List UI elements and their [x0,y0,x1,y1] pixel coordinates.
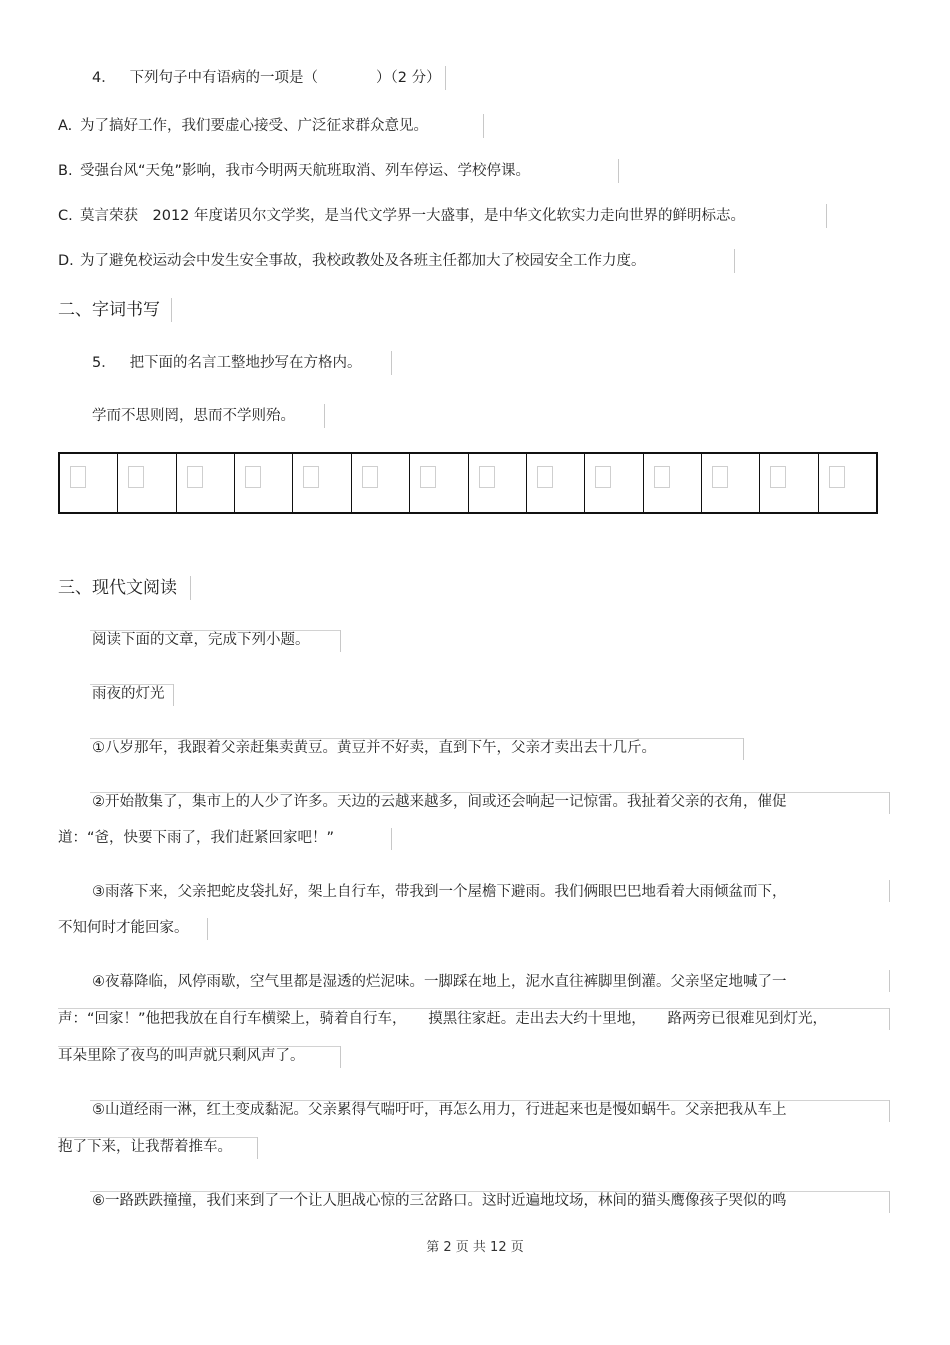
divider [445,66,446,90]
paragraph-line: ②开始散集了，集市上的人少了许多。天边的云越来越多，间或还会响起一记惊雷。我扯着父亲的衣角，催促 [92,794,787,810]
divider [58,1137,258,1138]
divider [826,204,827,228]
quote-text: 学而不思则罔，思而不学则殆。 [92,408,295,424]
grid-cell[interactable] [469,454,527,512]
grid-cell[interactable] [760,454,818,512]
q4-option-a: A. 为了搞好工作，我们要虚心接受、广泛征求群众意见。 [58,118,428,134]
divider [58,1046,340,1047]
paragraph-line: 抱了下来，让我帮着推车。 [58,1139,232,1155]
divider [90,684,174,685]
grid-cell[interactable] [410,454,468,512]
divider [483,114,484,138]
divider [889,1191,890,1213]
divider [90,738,744,739]
cell-placeholder-box [770,466,786,488]
paragraph-line: ⑤山道经雨一淋，红土变成黏泥。父亲累得气喘吁吁，再怎么用力，行进起来也是慢如蜗牛。父亲把我从车上 [92,1102,787,1118]
cell-placeholder-box [245,466,261,488]
q4-option-b: B. 受强台风“天兔”影响，我市今明两天航班取消、列车停运、学校停课。 [58,163,531,179]
divider [340,1046,341,1068]
divider [889,970,890,992]
cell-placeholder-box [128,466,144,488]
paragraph-line: 耳朵里除了夜鸟的叫声就只剩风声了。 [58,1048,305,1064]
grid-cell[interactable] [644,454,702,512]
cell-placeholder-box [420,466,436,488]
divider [171,298,172,322]
section-title: 三、现代文阅读 [58,578,177,598]
divider [90,1100,890,1101]
page-footer: 第 2 页 共 12 页 [426,1240,524,1255]
divider [190,576,191,600]
cell-placeholder-box [595,466,611,488]
grid-cell[interactable] [702,454,760,512]
paragraph-line: ③雨落下来，父亲把蛇皮袋扎好，架上自行车，带我到一个屋檐下避雨。我们俩眼巴巴地看着大雨倾盆而下， [92,884,787,900]
cell-placeholder-box [303,466,319,488]
divider [173,684,174,706]
divider [889,792,890,814]
writing-grid [58,452,878,514]
divider [391,828,392,850]
cell-placeholder-box [712,466,728,488]
paragraph-line: 声：“回家！”他把我放在自行车横梁上，骑着自行车， 摸黑往家赶。走出去大约十里地， 路两旁已很难见到灯光， [58,1011,828,1027]
paragraph-line: ⑥一路跌跌撞撞，我们来到了一个让人胆战心惊的三岔路口。这时近遍地坟场，林间的猫头鹰像孩子哭似的鸣 [92,1193,787,1209]
cell-placeholder-box [829,466,845,488]
paragraph-line: 道：“爸，快要下雨了，我们赶紧回家吧！” [58,830,335,846]
q5-stem-text: 把下面的名言工整地抄写在方格内。 [129,355,362,371]
grid-cell[interactable] [60,454,118,512]
grid-cell[interactable] [527,454,585,512]
q4-option-d: D. 为了避免校运动会中发生安全事故，我校政教处及各班主任都加大了校园安全工作力度。 [58,253,646,269]
divider [889,880,890,902]
grid-cell[interactable] [177,454,235,512]
grid-cell[interactable] [293,454,351,512]
cell-placeholder-box [537,466,553,488]
q4-stem [92,68,441,88]
divider [391,351,392,375]
cell-placeholder-box [654,466,670,488]
divider [743,738,744,760]
cell-placeholder-box [362,466,378,488]
paragraph-line: ①八岁那年，我跟着父亲赶集卖黄豆。黄豆并不好卖，直到下午，父亲才卖出去十几斤。 [92,740,656,756]
paragraph-line: 不知何时才能回家。 [58,920,189,936]
grid-cell[interactable] [585,454,643,512]
paragraph-line: ④夜幕降临，风停雨歇，空气里都是湿透的烂泥味。一脚踩在地上，泥水直往裤脚里倒灌。父亲坚定地喊了一 [92,974,787,990]
divider [58,1008,890,1009]
q4-option-c: C. 莫言荣获 2012 年度诺贝尔文学奖，是当代文学界一大盛事，是中华文化软实力走向世界的鲜明标志。 [58,208,746,224]
cell-placeholder-box [187,466,203,488]
cell-placeholder-box [70,466,86,488]
q4-number: 4． [92,70,116,86]
grid-cell[interactable] [819,454,876,512]
divider [324,404,325,428]
divider [889,1008,890,1030]
grid-cell[interactable] [118,454,176,512]
divider [257,1137,258,1159]
divider [340,630,341,652]
divider [889,1100,890,1122]
divider [90,1191,890,1192]
divider [90,792,890,793]
divider [734,249,735,273]
section-title: 二、字词书写 [58,300,160,320]
reading-instruction: 阅读下面的文章，完成下列小题。 [92,632,310,648]
cell-placeholder-box [479,466,495,488]
grid-cell[interactable] [352,454,410,512]
divider [207,918,208,940]
grid-cell[interactable] [235,454,293,512]
article-title: 雨夜的灯光 [92,686,165,702]
q5-stem [92,353,362,373]
divider [90,630,341,631]
q5-number: 5． [92,355,116,371]
q4-stem-text: 下列句子中有语病的一项是（ ）（2 分） [129,70,441,86]
divider [618,159,619,183]
